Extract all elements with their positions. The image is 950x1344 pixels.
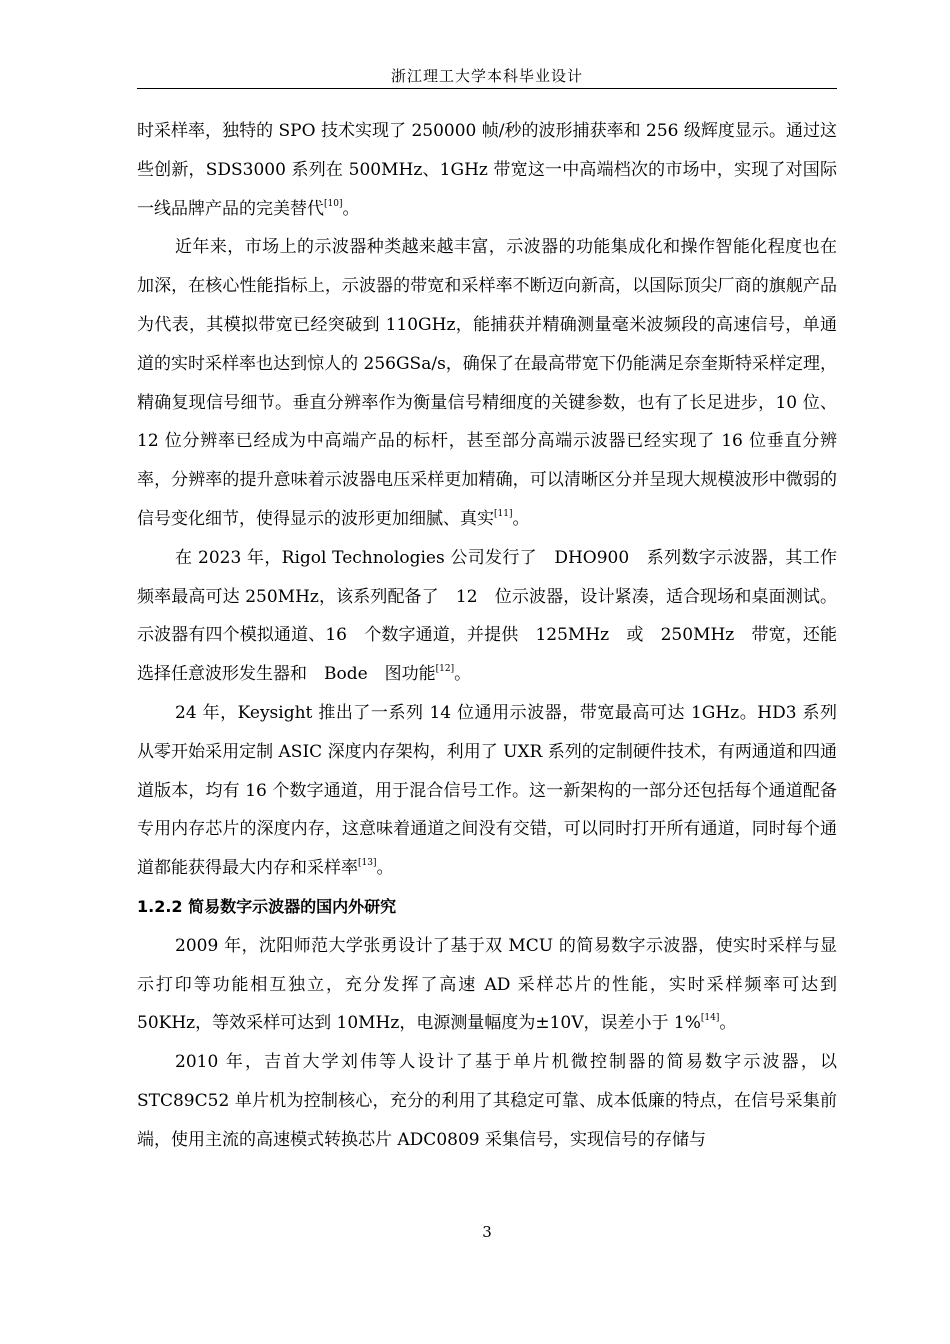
page-header: 浙江理工大学本科毕业设计: [390, 67, 583, 85]
paragraph: [137, 927, 837, 1043]
section-heading: 1.2.2 简易数字示波器的国内外研究: [137, 896, 397, 916]
paragraph: [137, 1043, 837, 1159]
paragraph-text: 2010 年，吉首大学刘伟等人设计了基于单片机微控制器的简易数字示波器，以 STC89C52 单片机为控制核心，充分的利用了其稳定可靠、成本低廉的特点，在信号采集前端，使用主流的高速模式转换芯片 ADC0809 采集信号，实现信号的存储与: [137, 1052, 837, 1150]
paragraph-end: 。: [719, 1013, 737, 1034]
paragraph: [137, 694, 837, 888]
paragraph-text: 24 年，Keysight 推出了一系列 14 位通用示波器，带宽最高可达 1GHz。HD3 系列从零开始采用定制 ASIC 深度内存架构，利用了 UXR 系列的定制硬件技术，有两通道和四通道版本，均有 16 个数字通道，用于混合信号工作。这一新架构的一部分还包括每个通道配备专用内存芯片的深度内存，这意味着通道之间没有交错，可以同时打开所有通道，同时每个通道都能获得最大内存和采样率: [137, 702, 837, 879]
paragraph: [137, 112, 837, 228]
paragraph-end: 。: [342, 198, 360, 219]
citation-ref: [11]: [494, 508, 513, 519]
header-divider: [137, 88, 837, 89]
paragraph: [137, 228, 837, 538]
paragraph-end: 。: [512, 508, 530, 529]
paragraph-end: 。: [376, 858, 394, 879]
paragraph-text: 时采样率，独特的 SPO 技术实现了 250000 帧/秒的波形捕获率和 256 级辉度显示。通过这些创新，SDS3000 系列在 500MHz、1GHz 带宽这一中高端档次的市场中，实现了对国际一线品牌产品的完美替代: [137, 121, 837, 219]
citation-ref: [13]: [358, 858, 377, 869]
paragraph: [137, 539, 837, 694]
document-body: [137, 112, 837, 1160]
citation-ref: [12]: [435, 664, 455, 675]
paragraph-text: 近年来，市场上的示波器种类越来越丰富，示波器的功能集成化和操作智能化程度也在加深，在核心性能指标上，示波器的带宽和采样率不断迈向新高，以国际顶尖厂商的旗舰产品为代表，其模拟带宽已经突破到 110GHz，能捕获并精确测量毫米波频段的高速信号，单通道的实时采样率也达到惊人的 256GSa/s，确保了在最高带宽下仍能满足奈奎斯特采样定理，精确复现信号细节。垂直分辨率作为衡量信号精细度的关键参数，也有了长足进步，10 位、12 位分辨率已经成为中高端产品的标杆，甚至部分高端示波器已经实现了 16 位垂直分辨率，分辨率的提升意味着示波器电压采样更加精确，可以清晰区分并呈现大规模波形中微弱的信号变化细节，使得显示的波形更加细腻、真实: [137, 237, 837, 529]
paragraph-text: 在 2023 年，Rigol Technologies 公司发行了 DHO900 系列数字示波器，其工作频率最高可达 250MHz，该系列配备了 12 位示波器，设计紧凑，适合现场和桌面测试。示波器有四个模拟通道、16 个数字通道，并提供 125MHz 或 250MHz 带宽，还能选择任意波形发生器和 Bode 图功能: [137, 547, 837, 685]
paragraph-text: 2009 年，沈阳师范大学张勇设计了基于双 MCU 的简易数字示波器，使实时采样与显示打印等功能相互独立，充分发挥了高速 AD 采样芯片的性能，实时采样频率可达到 50KHz，等效采样可达到 10MHz，电源测量幅度为±10V，误差小于 1%: [137, 935, 837, 1034]
paragraph-end: 。: [454, 664, 472, 685]
page-number: 3: [482, 1223, 492, 1241]
citation-ref: [14]: [700, 1013, 720, 1024]
citation-ref: [10]: [324, 198, 343, 209]
